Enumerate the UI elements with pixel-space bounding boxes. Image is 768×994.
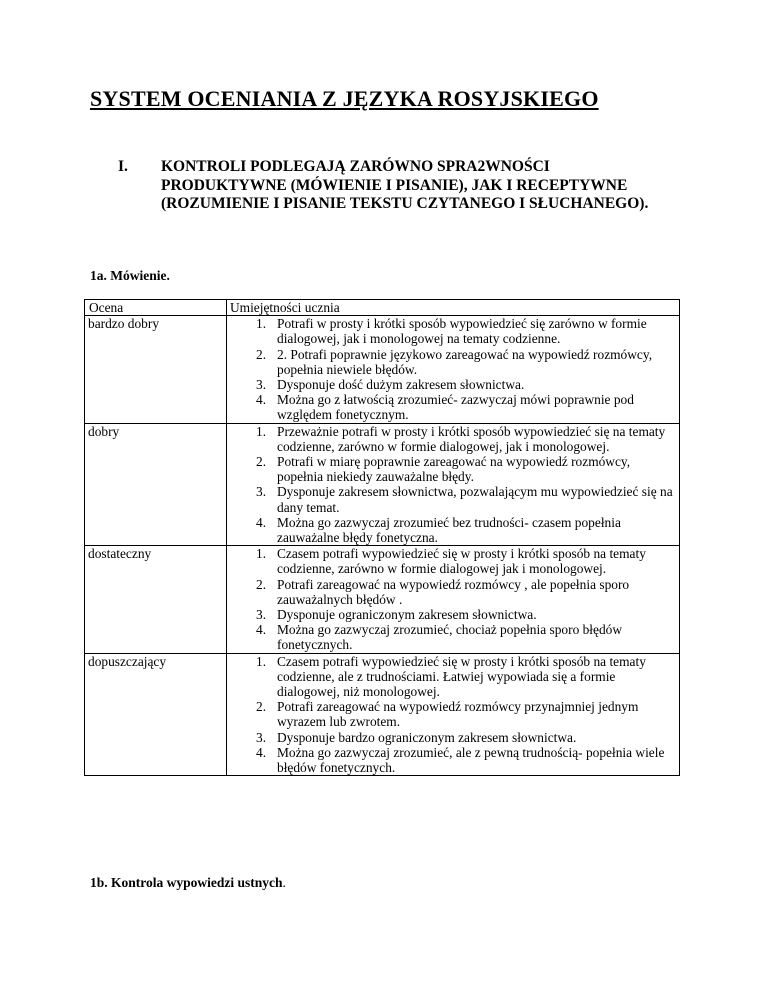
list-item-text: Czasem potrafi wypowiedzieć się w prosty i krótki sposób na tematy codzienne, zarówno w formie dialogowej jak i monologowej. — [277, 546, 646, 577]
list-item-number: 3. — [256, 729, 267, 745]
list-item — [230, 484, 676, 514]
list-item-text: Dysponuje ograniczonym zakresem słownictwa. — [277, 607, 537, 623]
list-item-number: 1. — [256, 653, 267, 669]
grade-cell — [85, 653, 227, 776]
subsection-1b-period: . — [282, 875, 286, 890]
skills-list — [230, 654, 676, 776]
list-item — [230, 745, 676, 775]
table-header-row — [85, 300, 680, 316]
list-item — [230, 515, 676, 545]
list-item-number: 2. — [256, 346, 267, 362]
skills-list — [230, 546, 676, 652]
skills-list — [230, 316, 676, 422]
subsection-heading-1b — [90, 875, 286, 891]
list-item — [230, 377, 676, 392]
list-item — [230, 454, 676, 484]
table-row — [85, 653, 680, 776]
list-item — [230, 607, 676, 622]
list-item-number: 3. — [256, 607, 267, 623]
list-item-text: Potrafi w miarę poprawnie zareagować na wypowiedź rozmówcy, popełnia niekiedy zauważalne błędy. — [277, 454, 631, 485]
skills-cell — [227, 653, 680, 776]
header-grade-label: Ocena — [89, 300, 124, 315]
list-item-text: Można go zazwyczaj zrozumieć, chociaż popełnia sporo błędów fonetycznych. — [277, 622, 623, 653]
list-item-text: Można go zazwyczaj zrozumieć bez trudności- czasem popełnia zauważalne błędy fonetyczna. — [277, 514, 621, 546]
list-item-number: 2. — [256, 454, 267, 470]
list-item — [230, 699, 676, 729]
skills-cell — [227, 316, 680, 423]
list-item-text: Przeważnie potrafi w prosty i krótki sposób wypowiedzieć się na tematy codzienne, zarówno w formie dialogowej, jak i monologowej. — [277, 423, 666, 454]
list-item-number: 1. — [256, 546, 267, 562]
list-item — [230, 546, 676, 576]
list-item-text: Dysponuje zakresem słownictwa, pozwalającym mu wypowiedzieć się na dany temat. — [277, 484, 673, 515]
table-header-grade — [85, 300, 227, 316]
list-item-number: 2. — [256, 699, 267, 715]
table-row — [85, 316, 680, 423]
list-item — [230, 316, 676, 346]
subsection-heading-1a: 1a. Mówienie. — [90, 268, 170, 283]
list-item — [230, 347, 676, 377]
grade-cell — [85, 423, 227, 546]
grade-label: bardzo dobry — [88, 316, 160, 332]
list-item-number: 4. — [256, 622, 267, 638]
list-item — [230, 730, 676, 745]
list-item-number: 1. — [256, 423, 267, 439]
list-item-text: Można go z łatwością zrozumieć- zazwyczaj mówi poprawnie pod względem fonetycznym. — [277, 392, 634, 423]
list-item-text: Dysponuje bardzo ograniczonym zakresem słownictwa. — [277, 729, 577, 745]
document-title: SYSTEM OCENIANIA Z JĘZYKA ROSYJSKIEGO — [90, 86, 599, 111]
section-heading — [118, 158, 678, 214]
grading-table — [84, 299, 680, 776]
grade-label: dobry — [88, 423, 120, 439]
list-item — [230, 577, 676, 607]
list-item-text: Potrafi zareagować na wypowiedź rozmówcy przynajmniej jednym wyrazem lub zwrotem. — [277, 699, 639, 730]
list-item-text: Można go zazwyczaj zrozumieć, ale z pewną trudnością- popełnia wiele błędów fonetycznych. — [277, 744, 665, 776]
list-item-text: 2. Potrafi poprawnie językowo zareagować na wypowiedź rozmówcy, popełnia niewiele błędów. — [277, 346, 653, 377]
table-row — [85, 546, 680, 653]
table-header-skills — [227, 300, 680, 316]
skills-cell — [227, 546, 680, 653]
skills-list — [230, 424, 676, 546]
list-item-number: 3. — [256, 484, 267, 500]
list-item — [230, 654, 676, 700]
list-item-text: Czasem potrafi wypowiedzieć się w prosty i krótki sposób na tematy codzienne, ale z trudnościami. Łatwiej wypowiada się a formie dialogowej, niż monologowej. — [277, 653, 646, 700]
list-item — [230, 622, 676, 652]
list-item-text: Potrafi zareagować na wypowiedź rozmówcy , ale popełnia sporo zauważalnych błędów . — [277, 576, 630, 607]
subsection-1b-label: 1b. Kontrola wypowiedzi ustnych — [90, 875, 283, 890]
grade-cell — [85, 546, 227, 653]
list-item — [230, 424, 676, 454]
grade-label: dopuszczający — [88, 653, 167, 669]
list-item-number: 4. — [256, 392, 267, 408]
list-item-number: 4. — [256, 514, 267, 530]
skills-cell — [227, 423, 680, 546]
section-text: KONTROLI PODLEGAJĄ ZARÓWNO SPRA2WNOŚCI PRODUKTYWNE (MÓWIENIE I PISANIE), JAK I RECEPTYWNE (ROZUMIENIE I PISANIE TEKSTU CZYTANEGO I SŁUCHANEGO). — [161, 158, 649, 213]
grade-cell — [85, 316, 227, 423]
list-item-number: 3. — [256, 377, 267, 393]
table-row — [85, 423, 680, 546]
header-skills-label: Umiejętności ucznia — [230, 300, 340, 315]
grade-label: dostateczny — [88, 546, 152, 562]
section-number: I. — [118, 158, 128, 175]
list-item-number: 2. — [256, 576, 267, 592]
list-item — [230, 392, 676, 422]
list-item-text: Dysponuje dość dużym zakresem słownictwa. — [277, 377, 525, 393]
list-item-text: Potrafi w prosty i krótki sposób wypowiedzieć się zarówno w formie dialogowej, jak i monologowej na tematy codzienne. — [277, 316, 647, 347]
list-item-number: 4. — [256, 744, 267, 760]
list-item-number: 1. — [256, 316, 267, 332]
